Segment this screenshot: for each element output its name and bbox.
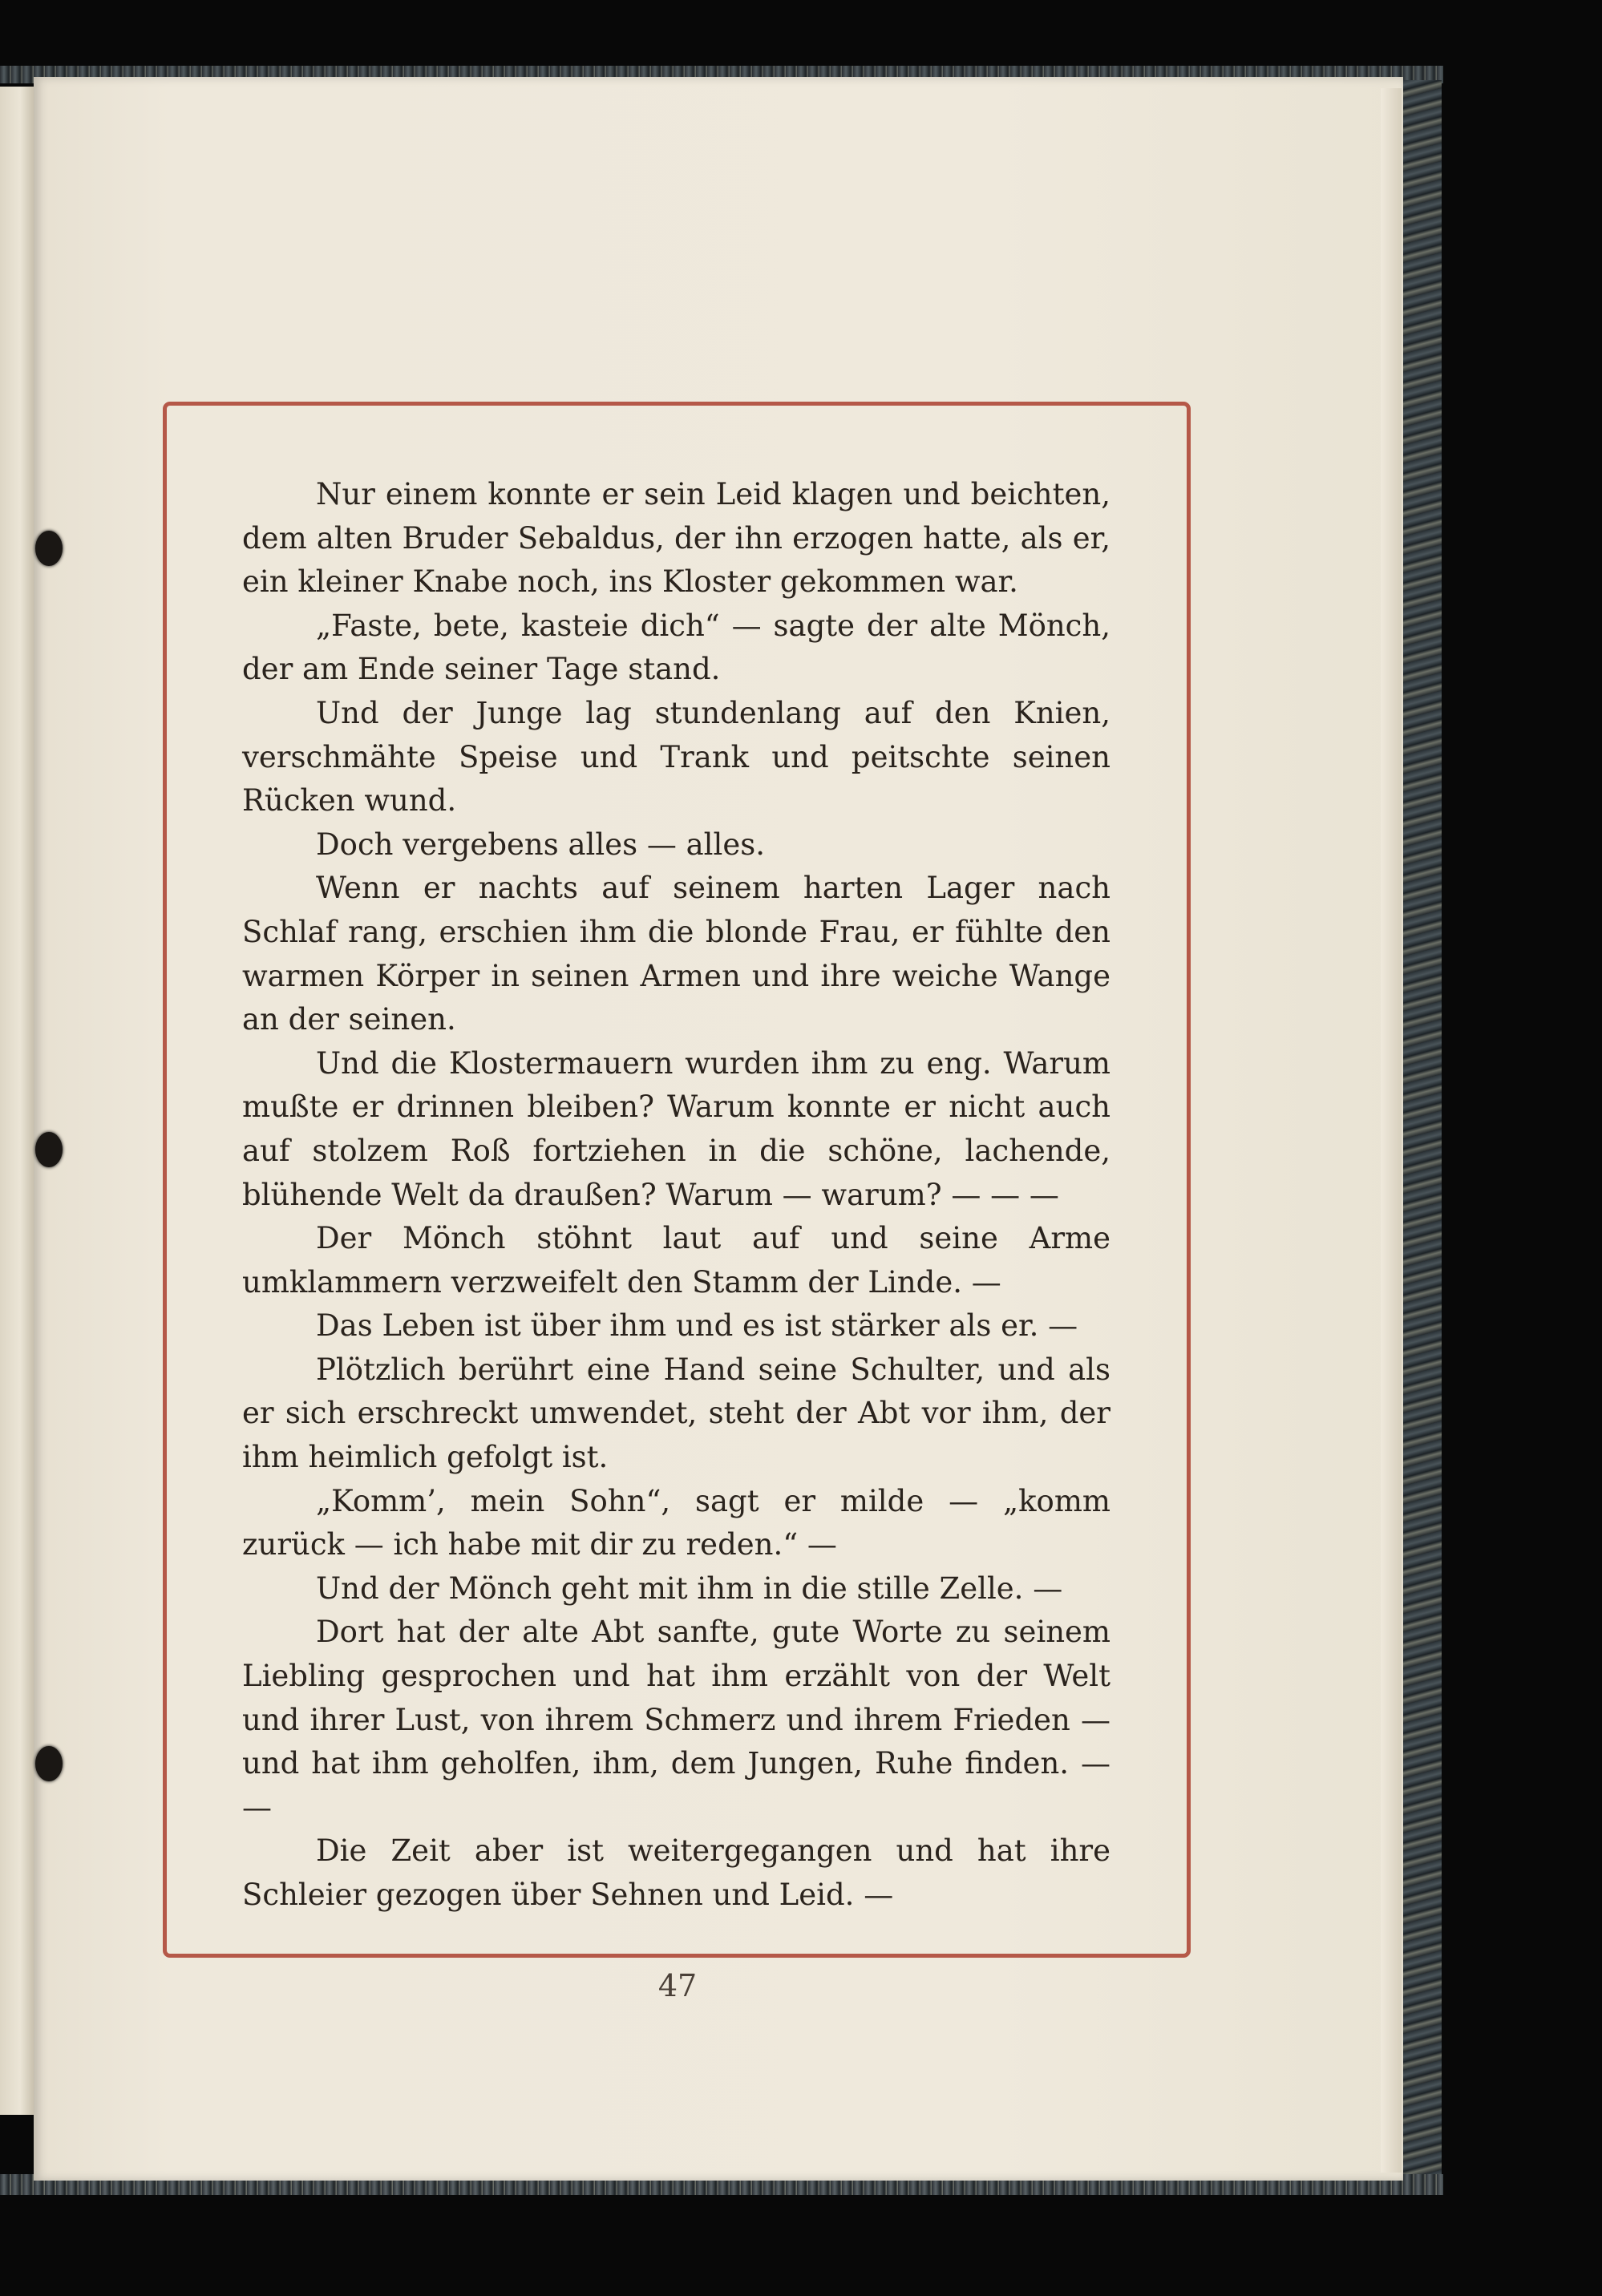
- binding-hole: [35, 531, 63, 566]
- binding-hole: [35, 1132, 63, 1167]
- paragraph: Wenn er nachts auf seinem harten Lager nach Schlaf rang, erschien ihm die blonde Frau, er fühlte den warmen Körper in seinen Armen und ihre weiche Wange an der seinen.: [242, 871, 1110, 1037]
- page-stack-edge: [1381, 88, 1402, 2173]
- paragraph: „Faste, bete, kasteie dich“ — sagte der alte Mönch, der am Ende seiner Tage stand.: [242, 608, 1110, 687]
- paragraph: Der Mönch stöhnt laut auf und seine Arme umklammern verzweifelt den Stamm der Linde. —: [242, 1221, 1110, 1300]
- paragraph: Und der Mönch geht mit ihm in die stille Zelle. —: [316, 1570, 1063, 1606]
- page-number: 47: [657, 1968, 698, 2003]
- paragraph: „Komm’, mein Sohn“, sagt er milde — „komm zurück — ich habe mit dir zu reden.“ —: [242, 1483, 1110, 1562]
- paragraph: Plötzlich berührt eine Hand seine Schulter, und als er sich erschreckt umwendet, steht der Abt vor ihm, der ihm heimlich gefolgt ist.: [242, 1352, 1110, 1475]
- paragraph: Dort hat der alte Abt sanfte, gute Worte zu seinem Liebling gesprochen und hat ihm erzählt von der Welt und ihrer Lust, von ihrem Schmerz und ihrem Frieden — und hat ihm geholfen, ihm, dem Jungen, Ruhe finden. — —: [242, 1615, 1110, 1825]
- paragraph: Und der Junge lag stundenlang auf den Knien, verschmähte Speise und Trank und peitschte seinen Rücken wund.: [242, 695, 1110, 819]
- paragraph: Nur einem konnte er sein Leid klagen und beichten, dem alten Bruder Sebaldus, der ihn erzogen hatte, als er, ein kleiner Knabe noch, ins Kloster gekommen war.: [242, 477, 1110, 600]
- cover-right-edge: [1403, 80, 1442, 2181]
- paragraph: Doch vergebens alles — alles.: [316, 827, 765, 862]
- binding-hole: [35, 1746, 63, 1781]
- left-page-edge: [0, 87, 35, 2115]
- paragraph: Das Leben ist über ihm und es ist stärker als er. —: [316, 1308, 1078, 1344]
- body-text: [242, 473, 1110, 1918]
- paragraph: Und die Klostermauern wurden ihm zu eng. Warum mußte er drinnen bleiben? Warum konnte er nicht auch auf stolzem Roß fortziehen in die schöne, lachende, blühende Welt da draußen? Warum — warum? — — —: [242, 1045, 1110, 1212]
- paragraph: Die Zeit aber ist weitergegangen und hat ihre Schleier gezogen über Sehnen und Leid. —: [242, 1833, 1110, 1912]
